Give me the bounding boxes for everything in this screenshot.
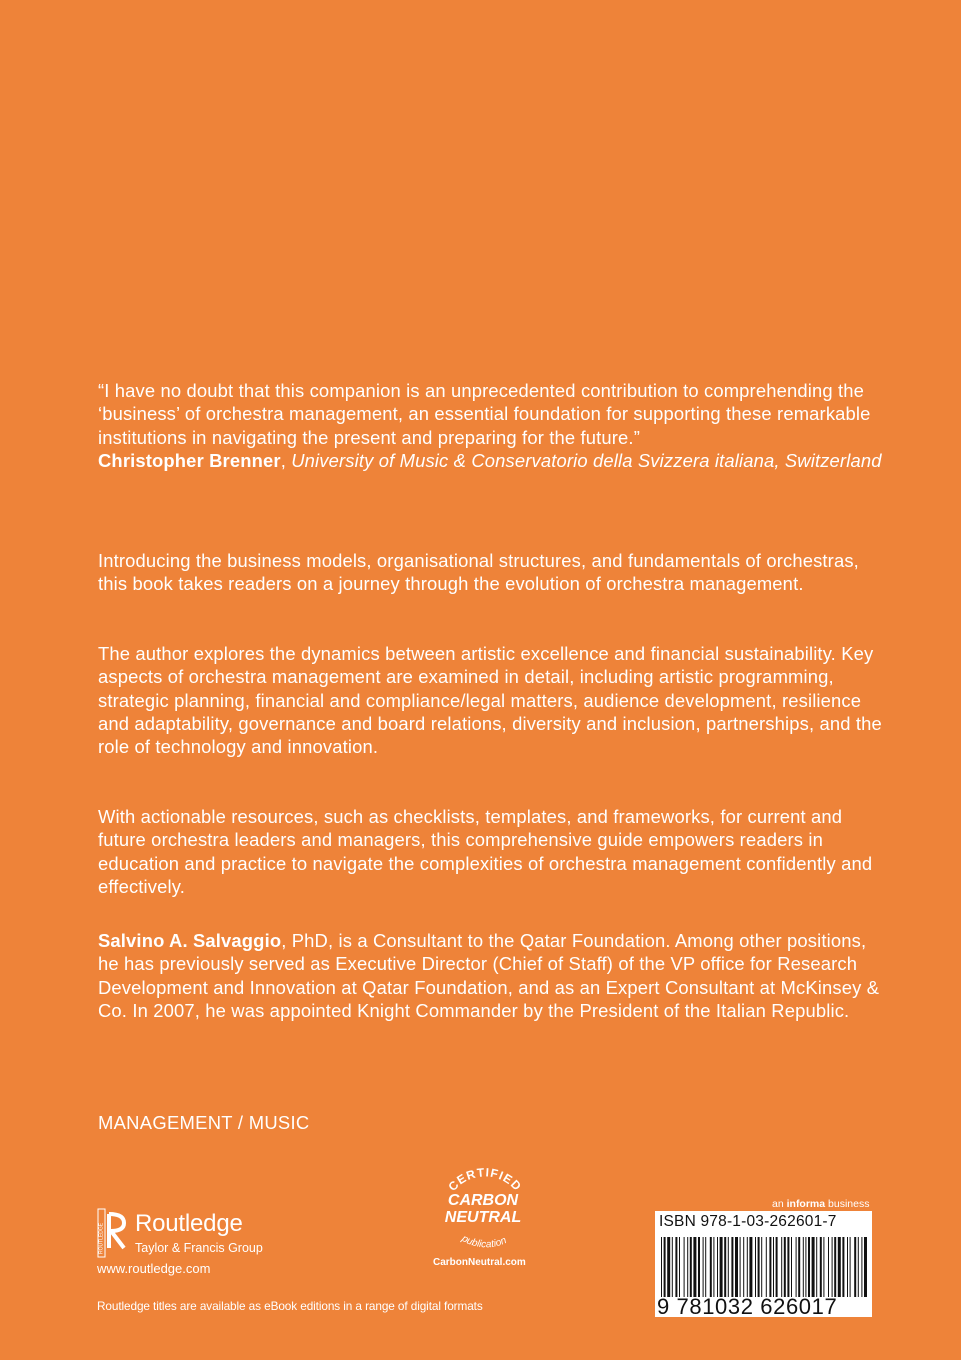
barcode-bar xyxy=(717,1237,718,1297)
barcode-bar xyxy=(820,1237,822,1297)
subject-category: MANAGEMENT / MUSIC xyxy=(98,1112,310,1133)
svg-text:CERTIFIED: CERTIFIED xyxy=(445,1165,525,1194)
barcode-bar xyxy=(850,1237,851,1297)
ebook-note: Routledge titles are available as eBook editions in a range of digital formats xyxy=(97,1299,483,1313)
barcode-bar xyxy=(720,1237,723,1297)
barcode-bar xyxy=(731,1237,733,1297)
barcode-bar xyxy=(781,1237,782,1297)
barcode-bar xyxy=(710,1237,712,1297)
barcode-bar xyxy=(834,1237,836,1297)
barcode-bar xyxy=(728,1237,729,1297)
barcode-bar xyxy=(791,1237,792,1297)
barcode-bar xyxy=(747,1237,748,1297)
barcode-bar xyxy=(698,1237,700,1297)
barcode-bar xyxy=(808,1237,810,1297)
barcode-bar xyxy=(832,1237,833,1297)
barcode-bar xyxy=(667,1237,670,1297)
barcode-bar xyxy=(672,1237,673,1297)
barcode-bar xyxy=(805,1237,806,1297)
barcode-bar xyxy=(703,1237,704,1297)
barcode-bar xyxy=(784,1237,786,1297)
quote-affiliation: University of Music & Conservatorio della Svizzera italiana, Switzerland xyxy=(291,449,882,471)
barcode-bar xyxy=(664,1237,666,1297)
barcode-bar xyxy=(816,1237,817,1297)
barcode-bar xyxy=(803,1237,804,1297)
barcode-bar xyxy=(740,1237,741,1297)
svg-text:CARBON: CARBON xyxy=(447,1192,519,1209)
endorsement-quote xyxy=(98,379,888,472)
barcode-digits: 9 781032 626017 xyxy=(657,1294,838,1319)
barcode-bar xyxy=(861,1237,862,1297)
barcode-bar xyxy=(713,1237,714,1297)
barcode-bar xyxy=(858,1237,859,1297)
routledge-mark-icon xyxy=(97,1208,127,1258)
barcode-bar xyxy=(776,1237,778,1297)
barcode-bar xyxy=(864,1237,867,1297)
author-bio xyxy=(98,929,888,1022)
barcode-bar xyxy=(823,1237,824,1297)
author-name: Salvino A. Salvaggio xyxy=(98,930,282,951)
publisher-group: Taylor & Francis Group xyxy=(135,1241,263,1255)
barcode-bar xyxy=(743,1237,744,1297)
barcode-bar xyxy=(705,1237,706,1297)
explore-text: The author explores the dynamics between artistic excellence and financial sustainability. Key aspects of orchestra management are examined in detail, including artistic programming, strategic planning, financial and compliance/legal matters, audience development, resilience and adaptability, governance and board relations, diversity and inclusion, partnerships, and the role of technology and innovation. xyxy=(98,643,882,758)
barcode-bar xyxy=(675,1237,677,1297)
description-resources xyxy=(98,805,888,898)
barcode-bar xyxy=(761,1237,762,1297)
svg-text:publication: publication xyxy=(459,1233,509,1251)
barcode-bar xyxy=(847,1237,848,1297)
isbn-barcode-box xyxy=(655,1211,872,1317)
barcode-bar xyxy=(684,1237,685,1297)
bio-paragraph xyxy=(98,929,888,1022)
barcode-bar xyxy=(842,1237,844,1297)
carbon-neutral-url: CarbonNeutral.com xyxy=(433,1257,526,1268)
barcode-bar xyxy=(690,1237,692,1297)
informa-suffix: business xyxy=(825,1198,870,1210)
quote-attribution: Christopher Brenner, University of Music & Conservatorio della Svizzera italiana, Switzerland xyxy=(98,449,882,471)
barcode-bar xyxy=(838,1237,841,1297)
barcode-bar xyxy=(724,1237,726,1297)
svg-text:NEUTRAL: NEUTRAL xyxy=(444,1209,522,1226)
barcode-bar xyxy=(798,1237,800,1297)
quote-author: Christopher Brenner xyxy=(98,449,281,471)
publisher-name: Routledge xyxy=(135,1210,243,1237)
barcode-bar xyxy=(758,1237,760,1297)
informa-tagline xyxy=(772,1198,869,1210)
barcode-bar xyxy=(755,1237,756,1297)
barcode-icon xyxy=(659,1237,868,1297)
barcode-bar xyxy=(693,1237,696,1297)
publisher-url: www.routledge.com xyxy=(97,1261,211,1276)
barcode-bar xyxy=(796,1237,797,1297)
informa-brand: informa xyxy=(786,1198,826,1210)
barcode-bar xyxy=(854,1237,856,1297)
publisher-logo xyxy=(97,1208,317,1278)
description-intro xyxy=(98,549,888,596)
description-explore xyxy=(98,642,888,758)
barcode-bar xyxy=(773,1237,774,1297)
informa-prefix: an xyxy=(772,1198,787,1210)
barcode-bar xyxy=(769,1237,771,1297)
barcode-bar xyxy=(687,1237,688,1297)
barcode-bar xyxy=(787,1237,789,1297)
barcode-bar xyxy=(828,1237,829,1297)
barcode-bar xyxy=(679,1237,680,1297)
barcode-bar xyxy=(812,1237,815,1297)
barcode-bar xyxy=(749,1237,752,1297)
svg-text:ROUTLEDGE: ROUTLEDGE xyxy=(98,1222,105,1254)
barcode-bar xyxy=(766,1237,767,1297)
barcode-bar xyxy=(735,1237,738,1297)
resources-text: With actionable resources, such as checklists, templates, and frameworks, for current and future orchestra leaders and managers, this comprehensive guide empowers readers in education and practice to navigate the complexities of orchestra management confidently and effectively. xyxy=(98,806,873,897)
bio-text: , PhD, is a Consultant to the Qatar Foundation. Among other positions, he has previously served as Executive Director (Chief of Staff) of the VP office for Research Development and Innovation at Qatar Foundation, and as an Expert Consultant at McKinsey & Co. In 2007, he was appointed Knight Commander by the President of the Italian Republic. xyxy=(98,930,880,1021)
intro-text: Introducing the business models, organisational structures, and fundamentals of orchestras, this book takes readers on a journey through the evolution of orchestra management. xyxy=(98,550,859,595)
quote-text: “I have no doubt that this companion is an unprecedented contribution to comprehending the ‘business’ of orchestra management, an essential foundation for supporting these remarkable institutions in navigating the present and preparing for the future.” xyxy=(98,380,871,448)
barcode-bar xyxy=(661,1237,662,1297)
isbn-label: ISBN 978-1-03-262601-7 xyxy=(659,1213,837,1230)
